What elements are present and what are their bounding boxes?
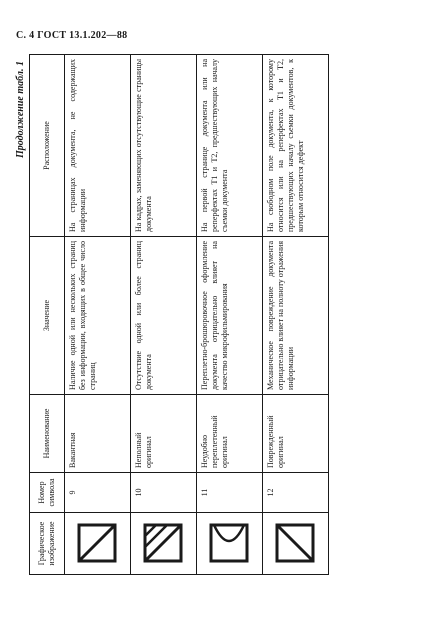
symbol-name: Неполный оригинал [131, 395, 197, 473]
missing-page-symbol-icon [143, 524, 183, 564]
symbol-name: Поврежденный оригинал [263, 395, 329, 473]
table-header-row [30, 55, 65, 575]
symbol-location: На первой странице документа или на реперфектах Т1 и Т2, предшествующих началу съемки документа [197, 55, 263, 237]
symbol-location: На свободном поле документа, к которому относится или на реперфектах Т1 и Т2, предшествующих началу съемки документов, к которым относится дефект [263, 55, 329, 237]
empty-page-symbol-icon [77, 524, 117, 564]
graphic-cell [197, 513, 263, 575]
column-header-name: Наименование [30, 395, 65, 473]
symbol-meaning: Механическое повреждение документа отрицательно влияет на полноту отражения информации [263, 237, 329, 395]
symbol-number: 10 [131, 473, 197, 513]
symbol-number: 12 [263, 473, 329, 513]
graphic-cell [65, 513, 131, 575]
page-header: С. 4 ГОСТ 13.1.202—88 [16, 30, 128, 41]
rotated-table-area [13, 55, 373, 575]
symbol-meaning: Отсутствие одной или более страниц документа [131, 237, 197, 395]
symbol-number: 11 [197, 473, 263, 513]
column-header-number: Номер символа [30, 473, 65, 513]
symbol-name: Неудобно переплетенный оригинал [197, 395, 263, 473]
symbol-location: На страницах документа, не содержащих информации [65, 55, 131, 237]
column-header-location: Расположение [30, 55, 65, 237]
damaged-original-symbol-icon [275, 524, 315, 564]
symbol-location: На кадрах, заменяющих отсутствующие страницы документа [131, 55, 197, 237]
column-header-graphic: Графическое изображение [30, 513, 65, 575]
symbol-meaning: Переплетно-брошюровочное оформление документа отрицательно влияет на качество микрофильмирования [197, 237, 263, 395]
symbol-number: 9 [65, 473, 131, 513]
symbol-name: Вакантная [65, 395, 131, 473]
table-row [65, 55, 131, 575]
bound-original-symbol-icon [209, 524, 249, 564]
table-row [263, 55, 329, 575]
graphic-cell [131, 513, 197, 575]
table-row [197, 55, 263, 575]
symbol-meaning: Наличие одной или нескольких страниц без информации, входящих в общее число страниц [65, 237, 131, 395]
table-row [131, 55, 197, 575]
symbols-table [29, 54, 329, 575]
graphic-cell [263, 513, 329, 575]
column-header-meaning: Значение [30, 237, 65, 395]
table-continuation-label: Продолжение табл. 1 [15, 61, 26, 159]
